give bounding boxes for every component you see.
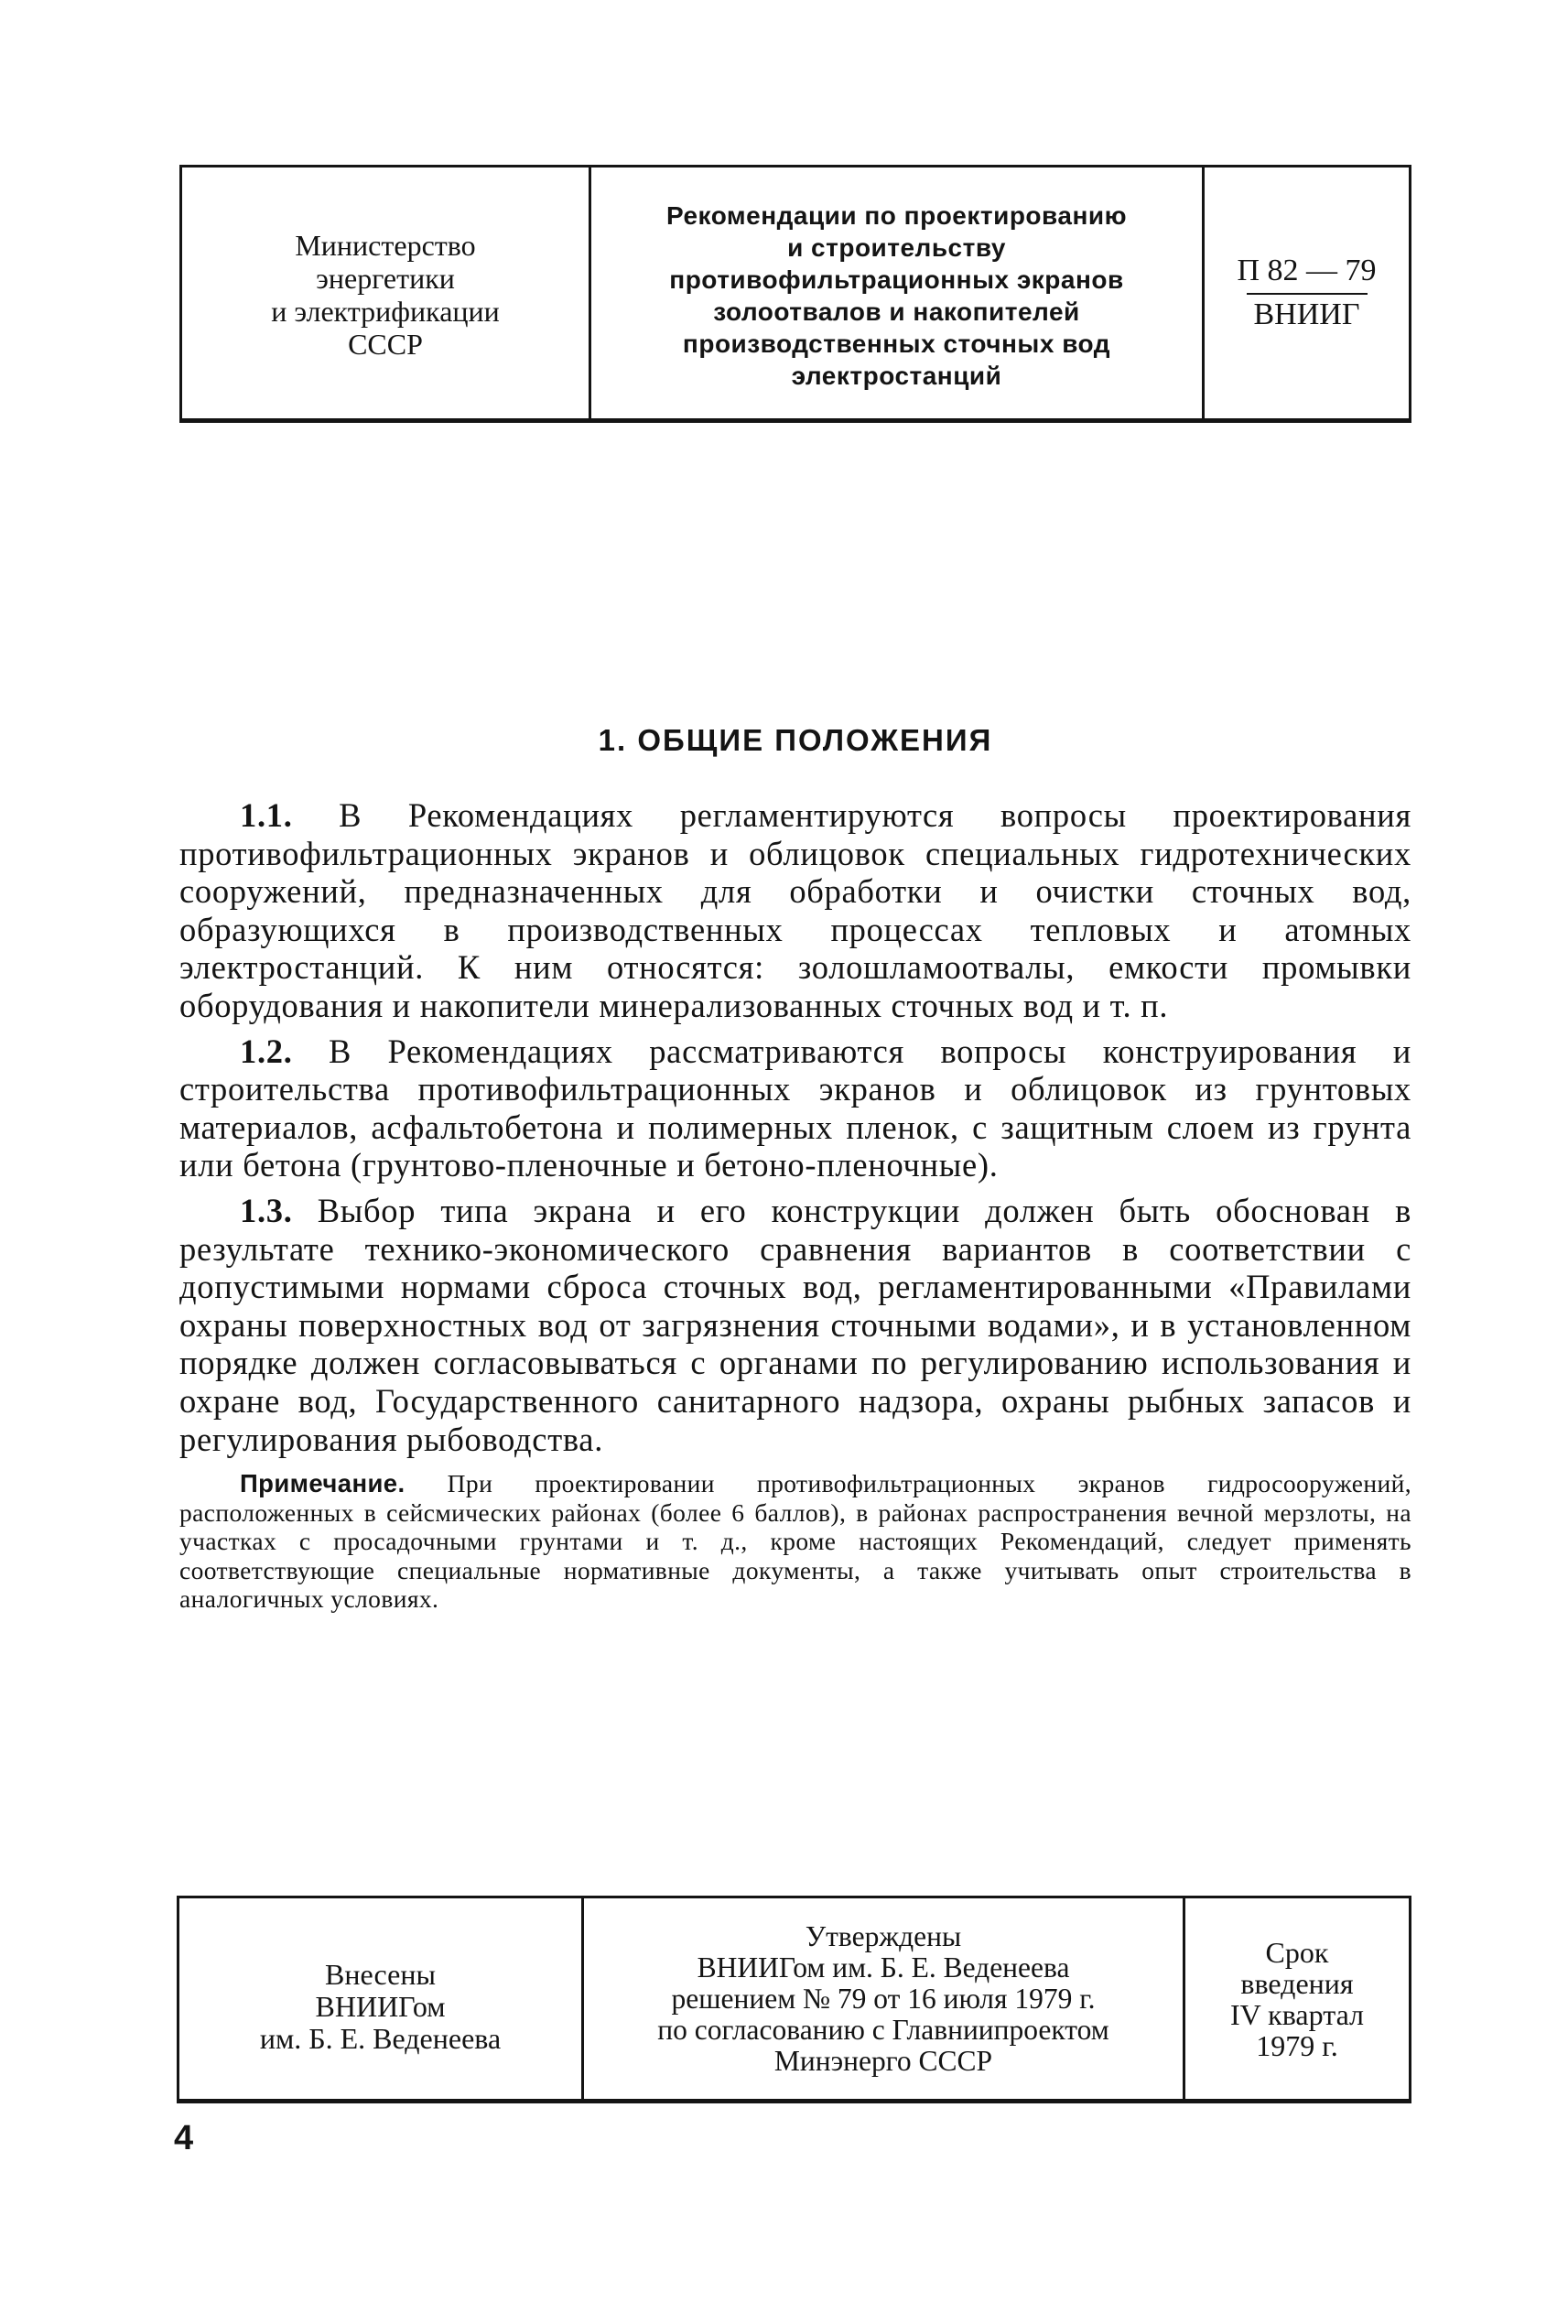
body-text <box>179 796 1411 1614</box>
effective-date-cell <box>1183 1898 1411 2099</box>
effective-line: введения <box>1240 1966 1354 2000</box>
submitted-line: ВНИИГом <box>315 1990 446 2023</box>
paragraph-1-1 <box>179 796 1411 1025</box>
document-title-line: и строительству <box>787 233 1006 262</box>
document-title-line: Рекомендации по проектированию <box>666 201 1127 230</box>
effective-line: IV квартал <box>1229 1997 1365 2031</box>
approved-line: Минэнерго СССР <box>773 2044 993 2077</box>
approved-line: по согласованию с Главниипроектом <box>657 2013 1109 2046</box>
submitted-line: Внесены <box>325 1958 436 1991</box>
approved-line: решением № 79 от 16 июля 1979 г. <box>671 1982 1096 2015</box>
document-organization: ВНИИГ <box>1247 293 1368 333</box>
approved-by-cell <box>581 1898 1183 2099</box>
ministry-line: СССР <box>348 328 423 361</box>
paragraph-number: 1.1. <box>240 796 293 834</box>
submitted-line: им. Б. Е. Веденеева <box>259 2022 502 2055</box>
document-title-line: противофильтрационных экранов <box>669 265 1124 294</box>
paragraph-1-3 <box>179 1192 1411 1458</box>
paragraph-number: 1.2. <box>240 1032 293 1070</box>
ministry-line: и электрификации <box>271 295 500 328</box>
submitted-by-cell <box>177 1898 581 2099</box>
document-header-table <box>179 165 1411 423</box>
note-text: При проектировании противофильтрационных экранов гидросооружений, расположенных в сейсмических районах (более 6 баллов), в районах распространения вечной мерзлоты, на участках с просадочными грунтами и т. д., кроме настоящих Рекомендаций, следует применять соответствующие специальные нормативные документы, а также учитывать опыт строительства в аналогичных условиях. <box>179 1469 1411 1614</box>
ministry-cell <box>179 168 589 418</box>
ministry-line: энергетики <box>316 262 455 295</box>
paragraph-text: Выбор типа экрана и его конструкции должен быть обоснован в результате технико-экономического сравнения вариантов в соответствии с допустимыми нормами сброса сточных вод, регламентированными «Правилами охраны поверхностных вод от загрязнения сточными водами», и в установленном порядке должен согласовываться с органами по регулированию использования и охране вод, Государственного санитарного надзора, охраны рыбных запасов и регулирования рыбоводства. <box>179 1191 1411 1458</box>
page-number: 4 <box>174 2119 194 2157</box>
document-title-line: золоотвалов и накопителей <box>713 297 1080 326</box>
ministry-line: Министерство <box>295 229 476 262</box>
effective-line: 1979 г. <box>1256 2028 1338 2062</box>
document-title-cell <box>589 168 1202 418</box>
document-code-cell <box>1202 168 1411 418</box>
document-title-line: электростанций <box>791 362 1002 390</box>
approved-line: ВНИИГом им. Б. Е. Веденеева <box>697 1951 1070 1984</box>
approved-line: Утверждены <box>805 1919 962 1952</box>
effective-line: Срок <box>1265 1935 1329 1969</box>
document-code: П 82 — 79 <box>1237 254 1377 287</box>
note-label: Примечание. <box>240 1469 406 1498</box>
paragraph-number: 1.3. <box>240 1191 293 1229</box>
document-title-line: производственных сточных вод <box>682 330 1111 358</box>
paragraph-text: В Рекомендациях рассматриваются вопросы конструирования и строительства противофильтрационных экранов и облицовок из грунтовых материалов, асфальтобетона и полимерных пленок, с защитным слоем из грунта или бетона (грунтово-пленочные и бетоно-пленочные). <box>179 1032 1411 1184</box>
section-heading: 1. ОБЩИЕ ПОЛОЖЕНИЯ <box>598 723 993 757</box>
paragraph-text: В Рекомендациях регламентируются вопросы проектирования противофильтрационных экранов и облицовок специальных гидротехнических сооружений, предназначенных для обработки и очистки сточных вод, образующихся в производственных процессах тепловых и атомных электростанций. К ним относятся: золошламоотвалы, емкости промывки оборудования и накопители минерализованных сточных вод и т. п. <box>179 796 1411 1024</box>
note <box>179 1469 1411 1614</box>
paragraph-1-2 <box>179 1032 1411 1184</box>
document-footer-table <box>177 1896 1411 2103</box>
